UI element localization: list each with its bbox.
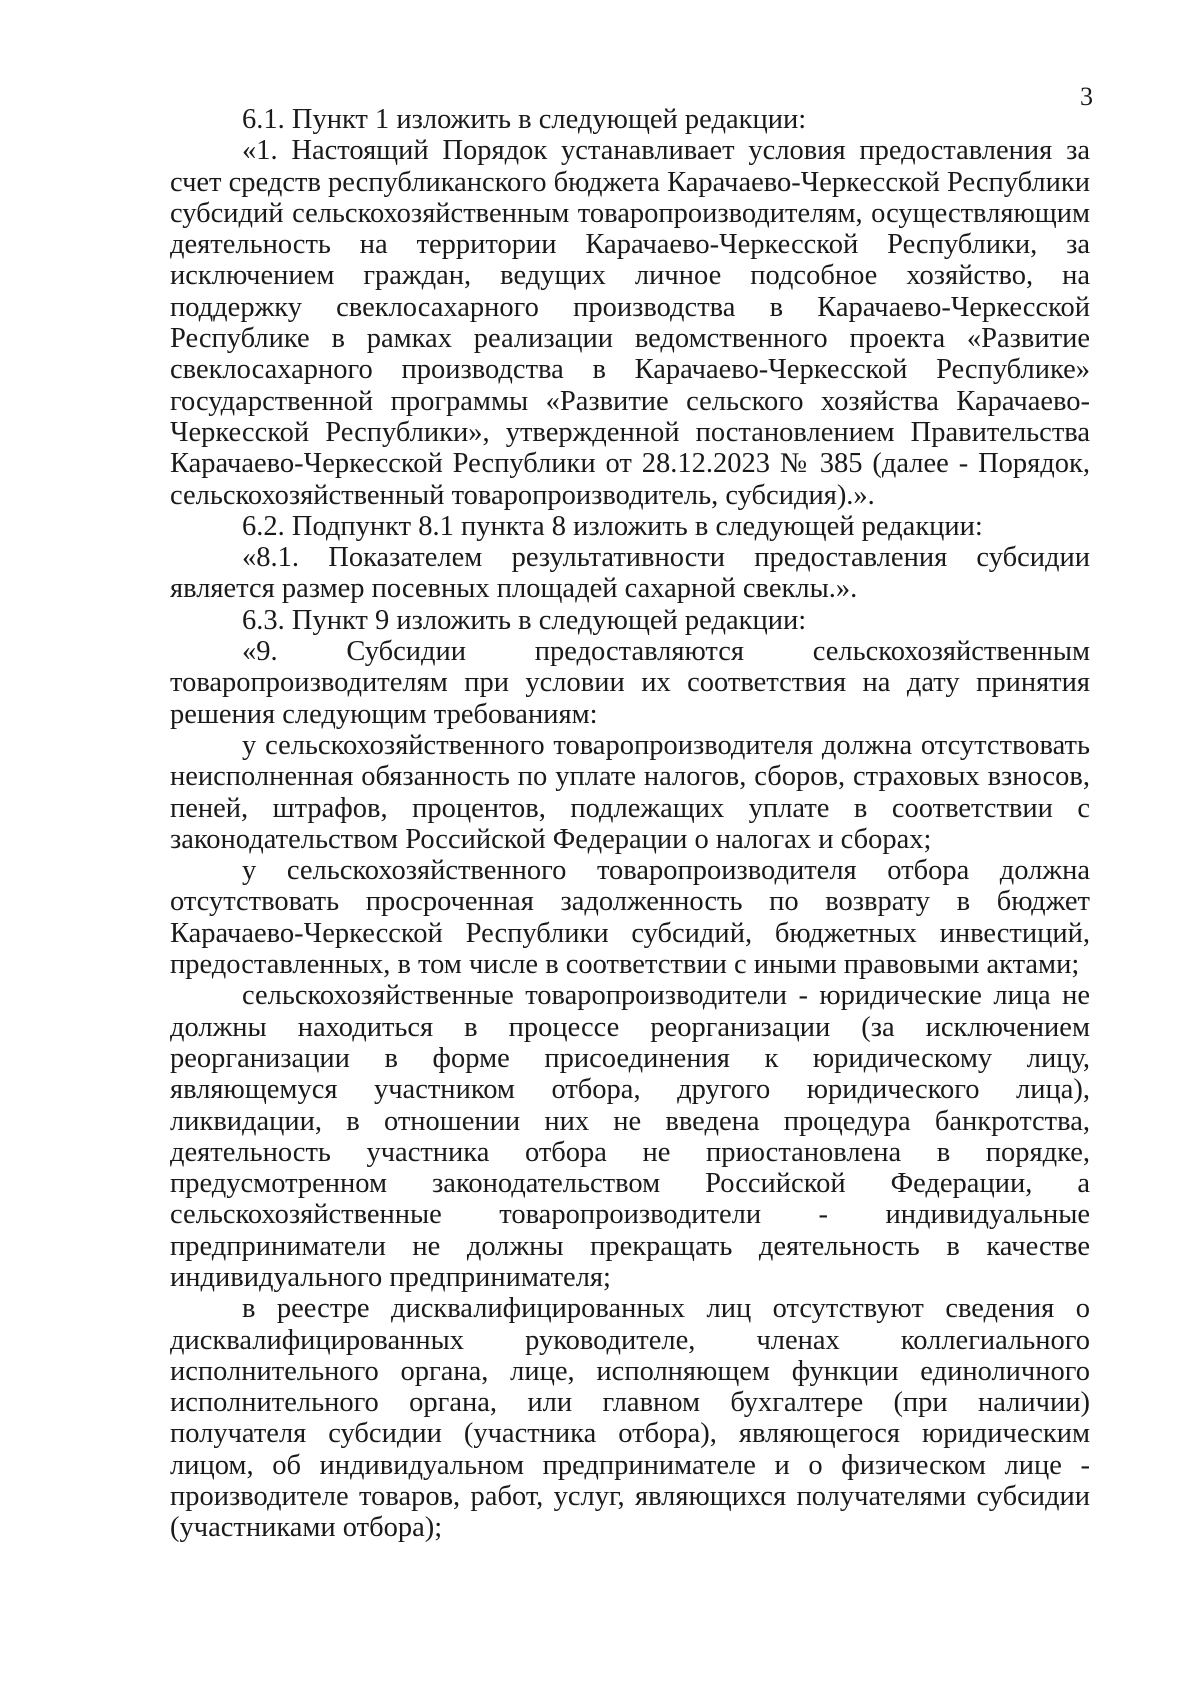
requirement-disqualified-persons: в реестре дисквалифицированных лиц отсутствуют сведения о дисквалифицированных руководителе, членах коллегиального исполнительного органа, лице, исполняющем функции единоличного исполнительного органа, или главном бухгалтере (при наличии) получателя субсидии (участника отбора), являющегося юридическим лицом, об индивидуальном предпринимателе и о физическом лице - производителе товаров, работ, услуг, являющихся получателями субсидии (участниками отбора);	[170, 1293, 1090, 1544]
paragraph-6-1-heading: 6.1. Пункт 1 изложить в следующей редакции:	[242, 104, 807, 135]
paragraph-6-2-heading: 6.2. Подпункт 8.1 пункта 8 изложить в следующей редакции:	[242, 510, 983, 542]
requirement-tax-obligation: у сельскохозяйственного товаропроизводителя должна отсутствовать неисполненная обязанность по уплате налогов, сборов, страховых взносов, пеней, штрафов, процентов, подлежащих уплате в соответствии с законодательством Российской Федерации о налогах и сборах;	[170, 729, 1090, 855]
paragraph-point-9-intro: «9. Субсидии предоставляются сельскохозяйственным товаропроизводителям при условии их соответствия на дату принятия решения следующим требованиям:	[170, 636, 1090, 730]
paragraph-point-1-text: «1. Настоящий Порядок устанавливает условия предоставления за счет средств республиканского бюджета Карачаево-Черкесской Республики субсидий сельскохозяйственным товаропроизводителям, осуществляющим деятельность на территории Карачаево-Черкесской Республики, за исключением граждан, ведущих личное подсобное хозяйство, на поддержку свеклосахарного производства в Карачаево-Черкесской Республике в рамках реализации ведомственного проекта «Развитие свеклосахарного производства в Карачаево-Черкесской Республике» государственной программы «Развитие сельского хозяйства Карачаево-Черкесской Республики», утвержденной постановлением Правительства Карачаево-Черкесской Республики от 28.12.2023 № 385 (далее - Порядок, сельскохозяйственный товаропроизводитель, субсидия).».	[170, 135, 1090, 511]
paragraph-6-3-heading: 6.3. Пункт 9 изложить в следующей редакции:	[242, 604, 807, 636]
document-body	[170, 104, 1090, 1544]
requirement-reorganization: сельскохозяйственные товаропроизводители - юридические лица не должны находиться в процессе реорганизации (за исключением реорганизации в форме присоединения к юридическому лицу, являющемуся участником отбора, другого юридического лица), ликвидации, в отношении них не введена процедура банкротства, деятельность участника отбора не приостановлена в порядке, предусмотренном законодательством Российской Федерации, а сельскохозяйственные товаропроизводители - индивидуальные предприниматели не должны прекращать деятельность в качестве индивидуального предпринимателя;	[170, 980, 1090, 1293]
requirement-overdue-debt: у сельскохозяйственного товаропроизводителя отбора должна отсутствовать просроченная задолженность по возврату в бюджет Карачаево-Черкесской Республики субсидий, бюджетных инвестиций, предоставленных, в том числе в соответствии с иными правовыми актами;	[170, 855, 1090, 981]
paragraph-point-8-1-text: «8.1. Показателем результативности предоставления субсидии является размер посевных площадей сахарной свеклы.».	[170, 542, 1090, 605]
page-number: 3	[1080, 82, 1093, 111]
